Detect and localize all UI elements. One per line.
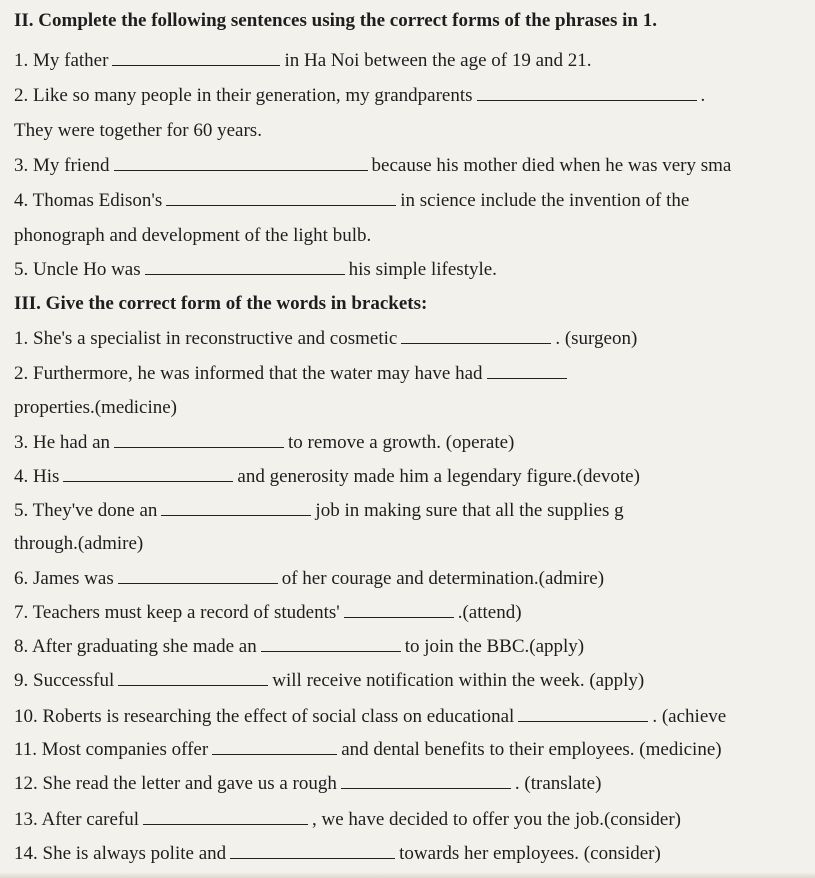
s3-item-3-blank[interactable] (114, 431, 284, 448)
s3-item-4-a: 4. His (14, 466, 60, 487)
s3-item-9-blank[interactable] (118, 669, 268, 686)
s3-item-7-b: .(attend) (457, 602, 522, 623)
s3-item-5-a: 5. They've done an (14, 500, 158, 521)
s3-item-14-b: towards her employees. (consider) (399, 843, 661, 864)
s3-item-4-blank[interactable] (63, 465, 233, 482)
s3-item-12 (14, 772, 815, 796)
s3-item-11 (14, 738, 815, 762)
s2-item-4 (14, 189, 815, 213)
s3-item-1 (14, 327, 815, 351)
s3-item-1-b: . (surgeon) (555, 328, 638, 349)
s2-item-4-a: 4. Thomas Edison's (14, 190, 163, 211)
s3-item-5-blank[interactable] (161, 499, 311, 516)
s3-item-2-blank[interactable] (487, 362, 567, 379)
s2-item-3-blank[interactable] (114, 154, 368, 171)
s3-item-2 (14, 362, 815, 386)
section-3-heading: III. Give the correct form of the words in brackets: (14, 293, 428, 314)
s2-item-4-cont: phonograph and development of the light bulb. (14, 225, 372, 246)
s3-item-9-b: will receive notification within the week. (apply) (272, 670, 645, 691)
s2-item-2-b: . (700, 85, 706, 106)
s3-item-1-blank[interactable] (401, 327, 551, 344)
s3-item-12-b: . (translate) (514, 773, 602, 794)
s3-item-14-a: 14. She is always polite and (14, 843, 227, 864)
s2-item-3-b: because his mother died when he was very sma (371, 155, 732, 176)
s3-item-4 (14, 465, 815, 489)
s3-item-14 (14, 842, 815, 866)
s3-item-12-blank[interactable] (341, 772, 511, 789)
page-bottom-edge (0, 872, 815, 878)
s3-item-6 (14, 567, 815, 591)
s3-item-14-blank[interactable] (230, 842, 395, 859)
s2-item-1-b: in Ha Noi between the age of 19 and 21. (284, 50, 592, 71)
s3-item-5-b: job in making sure that all the supplies g (315, 500, 624, 521)
s2-item-1-a: 1. My father (14, 50, 109, 71)
s3-item-7-a: 7. Teachers must keep a record of students' (14, 602, 340, 623)
s2-item-1 (14, 49, 815, 73)
s3-item-6-blank[interactable] (118, 567, 278, 584)
s3-item-12-a: 12. She read the letter and gave us a rough (14, 773, 337, 794)
s3-item-13-blank[interactable] (143, 808, 308, 825)
s2-item-5 (14, 258, 815, 282)
s3-item-8-blank[interactable] (261, 635, 401, 652)
s3-item-4-b: and generosity made him a legendary figure.(devote) (237, 466, 640, 487)
s3-item-9-a: 9. Successful (14, 670, 115, 691)
s3-item-10-b: . (achieve (652, 706, 727, 727)
s2-item-2 (14, 84, 815, 108)
s2-item-4-blank[interactable] (166, 189, 396, 206)
s3-item-3-b: to remove a growth. (operate) (288, 432, 515, 453)
s2-item-1-blank[interactable] (112, 49, 280, 66)
s3-item-11-b: and dental benefits to their employees. (medicine) (341, 739, 722, 760)
s3-item-2-a: 2. Furthermore, he was informed that the water may have had (14, 363, 483, 384)
s2-item-5-b: his simple lifestyle. (348, 259, 497, 280)
s3-item-3-a: 3. He had an (14, 432, 111, 453)
s3-item-6-a: 6. James was (14, 568, 114, 589)
s3-item-8-a: 8. After graduating she made an (14, 636, 257, 657)
s3-item-6-b: of her courage and determination.(admire) (281, 568, 605, 589)
s3-item-10-blank[interactable] (518, 705, 648, 722)
s3-item-7-blank[interactable] (344, 601, 454, 618)
s3-item-13-b: , we have decided to offer you the job.(consider) (312, 809, 681, 830)
s3-item-1-a: 1. She's a specialist in reconstructive and cosmetic (14, 328, 398, 349)
s3-item-8 (14, 635, 815, 659)
s2-item-3 (14, 154, 815, 178)
s3-item-2-cont: properties.(medicine) (14, 397, 178, 418)
s3-item-11-blank[interactable] (212, 738, 337, 755)
s3-item-13 (14, 808, 815, 832)
s2-item-2-cont: They were together for 60 years. (14, 120, 262, 141)
s3-item-10 (14, 705, 815, 729)
s2-item-2-blank[interactable] (477, 84, 697, 101)
s2-item-2-a: 2. Like so many people in their generation, my grandparents (14, 85, 473, 106)
section-2-heading: II. Complete the following sentences using the correct forms of the phrases in 1. (14, 10, 657, 31)
s2-item-3-a: 3. My friend (14, 155, 110, 176)
s3-item-7 (14, 601, 815, 625)
s2-item-5-blank[interactable] (145, 258, 345, 275)
s3-item-5-cont: through.(admire) (14, 533, 144, 554)
s3-item-11-a: 11. Most companies offer (14, 739, 209, 760)
s3-item-9 (14, 669, 815, 693)
s3-item-13-a: 13. After careful (14, 809, 140, 830)
s2-item-4-b: in science include the invention of the (400, 190, 690, 211)
s3-item-8-b: to join the BBC.(apply) (404, 636, 585, 657)
s3-item-10-a: 10. Roberts is researching the effect of social class on educational (14, 706, 515, 727)
s2-item-5-a: 5. Uncle Ho was (14, 259, 141, 280)
s3-item-3 (14, 431, 815, 455)
s3-item-5 (14, 499, 815, 523)
